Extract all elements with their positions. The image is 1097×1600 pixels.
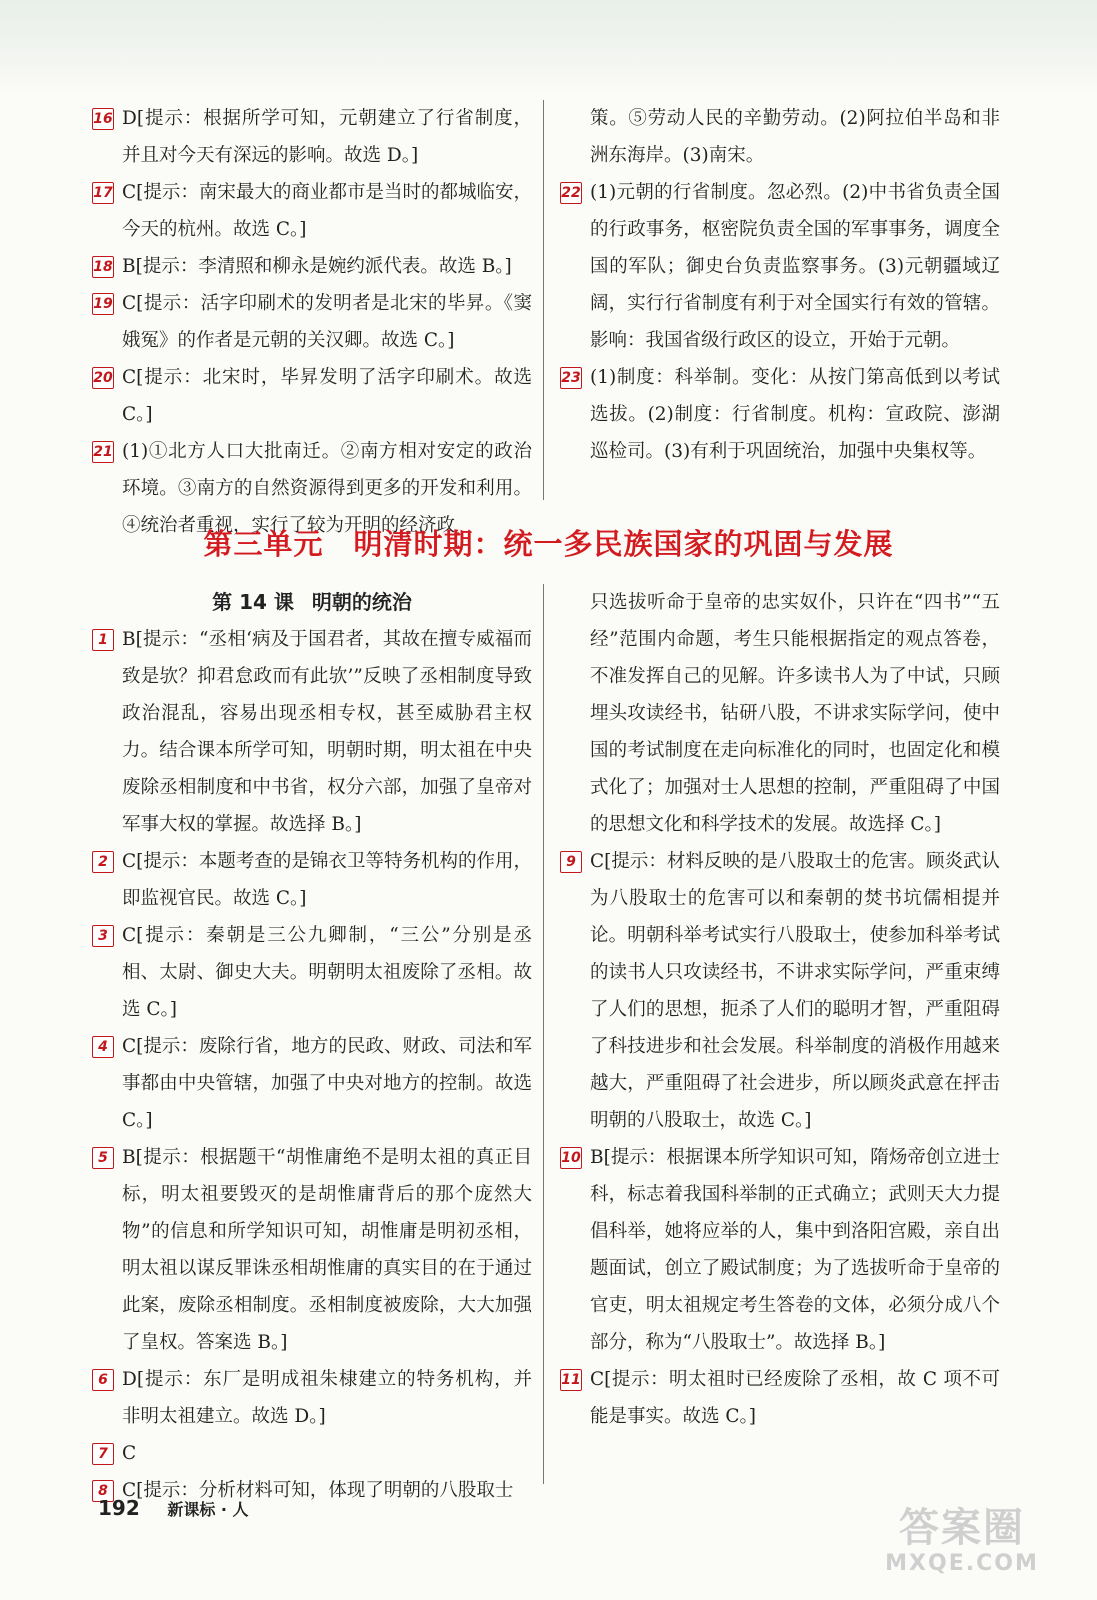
- question-number-badge: 10: [560, 1147, 582, 1169]
- watermark-logo: [867, 1506, 1057, 1586]
- answer-text: 只选拔听命于皇帝的忠实奴仆，只许在“四书”“五经”范围内命题，考生只能根据指定的观点答卷，不准发挥自己的见解。许多读书人为了中试，只顾埋头攻读经书，钻研八股，不讲求实际学问，使中国的考试制度在走向标准化的同时，也固定化和模式化了；加强对士人思想的控制，严重阻碍了中国的思想文化和科学技术的发展。故选择 C。]: [590, 592, 1000, 835]
- answer-text: C[提示：本题考查的是锦衣卫等特务机构的作用，即监视官民。故选 C。]: [122, 851, 532, 909]
- watermark-url: MXQE.COM: [885, 1551, 1039, 1576]
- answer-item: [92, 843, 532, 917]
- answer-column-bottom-right: [560, 584, 1000, 1435]
- top-header-band: [0, 0, 1097, 92]
- answer-text: C[提示：分析材料可知，体现了明朝的八股取士: [122, 1480, 514, 1501]
- answer-text: C[提示：明太祖时已经废除了丞相，故 C 项不可能是事实。故选 C。]: [590, 1369, 1000, 1427]
- answer-text: D[提示：东厂是明成祖朱棣建立的特务机构，并非明太祖建立。故选 D。]: [122, 1369, 532, 1427]
- answer-item: [92, 174, 532, 248]
- answer-item-continued: [560, 584, 1000, 843]
- answer-item: [92, 917, 532, 1028]
- answer-column-top-left: [92, 100, 532, 544]
- answer-text: C[提示：南宋最大的商业都市是当时的都城临安，今天的杭州。故选 C。]: [122, 182, 532, 240]
- answer-text: (1)元朝的行省制度。忽必烈。(2)中书省负责全国的行政事务，枢密院负责全国的军事事务，调度全国的军队；御史台负责监察事务。(3)元朝疆域辽阔，实行行省制度有利于对全国实行有效的管辖。影响：我国省级行政区的设立，开始于元朝。: [590, 182, 1000, 351]
- page-number: 192: [98, 1496, 140, 1520]
- column-divider: [543, 100, 544, 500]
- question-number-badge: 20: [92, 367, 114, 389]
- answer-text: B[提示：根据课本所学知识可知，隋炀帝创立进士科，标志着我国科举制的正式确立；武则天大力提倡科举，她将应举的人，集中到洛阳宫殿，亲自出题面试，创立了殿试制度；为了选拔听命于皇帝的官吏，明太祖规定考生答卷的文体，必须分成八个部分，称为“八股取士”。故选择 B。]: [590, 1147, 1000, 1353]
- question-number-badge: 7: [92, 1443, 114, 1465]
- answer-item: [92, 1361, 532, 1435]
- answer-text: 策。⑤劳动人民的辛勤劳动。(2)阿拉伯半岛和非洲东海岸。(3)南宋。: [590, 108, 1000, 166]
- answer-text: C[提示：活字印刷术的发明者是北宋的毕昇。《窦娥冤》的作者是元朝的关汉卿。故选 C。]: [122, 293, 532, 351]
- question-number-badge: 6: [92, 1369, 114, 1391]
- answer-item: [92, 359, 532, 433]
- answer-item: [560, 174, 1000, 359]
- answer-item: [92, 1028, 532, 1139]
- answer-item: [560, 1139, 1000, 1361]
- unit-heading: [0, 522, 1097, 563]
- answer-text: B[提示：“丞相‘病及于国君者，其故在擅专威福而致是欤？抑君怠政而有此欤’”反映了丞相制度导致政治混乱，容易出现丞相专权，甚至威胁君主权力。结合课本所学可知，明朝时期，明太祖在中央废除丞相制度和中书省，权分六部，加强了皇帝对军事大权的掌握。故选择 B。]: [122, 629, 532, 835]
- answer-column-top-right: [560, 100, 1000, 470]
- page-footer: [98, 1496, 249, 1520]
- question-number-badge: 23: [560, 367, 582, 389]
- question-number-badge: 22: [560, 182, 582, 204]
- lesson-heading: [92, 584, 532, 620]
- unit-label: 第三单元: [203, 527, 324, 561]
- question-number-badge: 16: [92, 108, 114, 130]
- question-number-badge: 4: [92, 1036, 114, 1058]
- answer-text: C: [122, 1443, 137, 1464]
- answer-item: [92, 621, 532, 843]
- question-number-badge: 3: [92, 925, 114, 947]
- answer-text: C[提示：秦朝是三公九卿制，“三公”分别是丞相、太尉、御史大夫。明朝明太祖废除了丞相。故选 C。]: [122, 925, 532, 1020]
- question-number-badge: 19: [92, 293, 114, 315]
- answer-text: D[提示：根据所学可知，元朝建立了行省制度，并且对今天有深远的影响。故选 D。]: [122, 108, 532, 166]
- answer-item: [560, 1361, 1000, 1435]
- series-label: 新课标 · 人: [167, 1500, 249, 1519]
- answer-item: [92, 1435, 532, 1472]
- answer-item-continued: [560, 100, 1000, 174]
- question-number-badge: 17: [92, 182, 114, 204]
- question-number-badge: 11: [560, 1369, 582, 1391]
- answer-text: C[提示：北宋时，毕昇发明了活字印刷术。故选 C。]: [122, 367, 532, 425]
- question-number-badge: 2: [92, 851, 114, 873]
- question-number-badge: 5: [92, 1147, 114, 1169]
- answer-text: C[提示：废除行省，地方的民政、财政、司法和军事都由中央管辖，加强了中央对地方的控制。故选 C。]: [122, 1036, 532, 1131]
- question-number-badge: 8: [92, 1480, 114, 1502]
- watermark-text: 答案圈: [899, 1505, 1025, 1551]
- question-number-badge: 18: [92, 256, 114, 278]
- answer-item: [92, 285, 532, 359]
- answer-item: [92, 248, 532, 285]
- answer-item: [92, 1139, 532, 1361]
- question-number-badge: 1: [92, 629, 114, 651]
- lesson-label: 第 14 课: [212, 590, 294, 614]
- answer-item: [560, 843, 1000, 1139]
- answer-column-bottom-left: [92, 584, 532, 1509]
- answer-text: (1)制度：科举制。变化：从按门第高低到以考试选拔。(2)制度：行省制度。机构：宣政院、澎湖巡检司。(3)有利于巩固统治，加强中央集权等。: [590, 367, 1000, 462]
- lesson-title: 明朝的统治: [311, 590, 412, 614]
- answer-text: C[提示：材料反映的是八股取士的危害。顾炎武认为八股取士的危害可以和秦朝的焚书坑儒相提并论。明朝科举考试实行八股取士，使参加科举考试的读书人只攻读经书，不讲求实际学问，严重束缚了人们的思想，扼杀了人们的聪明才智，严重阻碍了科技进步和社会发展。科举制度的消极作用越来越大，严重阻碍了社会进步，所以顾炎武意在抨击明朝的八股取士，故选 C。]: [590, 851, 1000, 1131]
- answer-item: [560, 359, 1000, 470]
- answer-item: [92, 100, 532, 174]
- answer-text: B[提示：李清照和柳永是婉约派代表。故选 B。]: [122, 256, 512, 277]
- unit-title-text: 明清时期：统一多民族国家的巩固与发展: [353, 527, 894, 561]
- answer-text: B[提示：根据题干“胡惟庸绝不是明太祖的真正目标，明太祖要毁灭的是胡惟庸背后的那个庞然大物”的信息和所学知识可知，胡惟庸是明初丞相，明太祖以谋反罪诛丞相胡惟庸的真实目的在于通过此案，废除丞相制度。丞相制度被废除，大大加强了皇权。答案选 B。]: [122, 1147, 532, 1353]
- column-divider: [543, 584, 544, 1484]
- question-number-badge: 9: [560, 851, 582, 873]
- answer-text: (1)①北方人口大批南迁。②南方相对安定的政治环境。③南方的自然资源得到更多的开发和利用。④统治者重视，实行了较为开明的经济政: [122, 441, 532, 536]
- question-number-badge: 21: [92, 441, 114, 463]
